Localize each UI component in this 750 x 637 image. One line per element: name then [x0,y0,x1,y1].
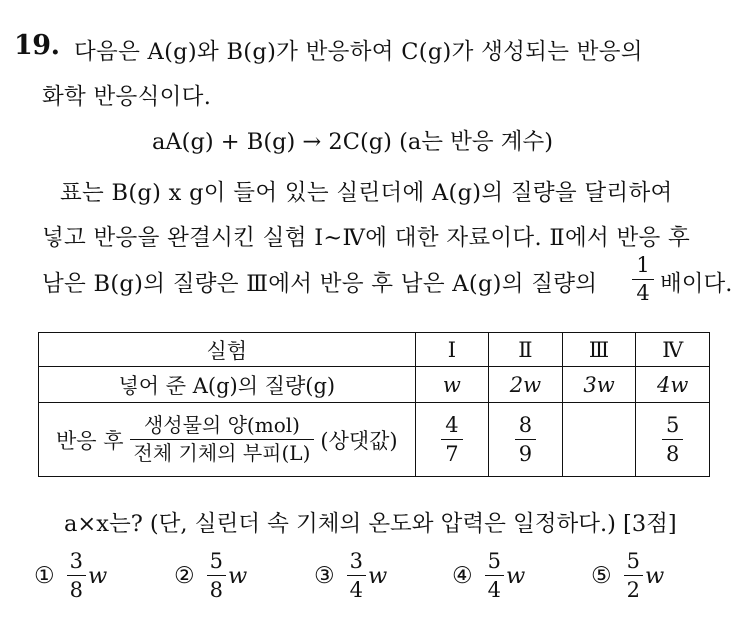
choice-1[interactable] [34,550,107,601]
choice-3-den: 4 [349,578,363,603]
choice-5[interactable] [591,550,664,601]
cell-ratio-2-num: 8 [518,412,533,437]
question-line-1: 다음은 A(g)와 B(g)가 반응하여 C(g)가 생성되는 반응의 [74,39,643,65]
ratio-numerator-label: 생성물의 양(mol) [143,413,300,437]
chemical-equation: aA(g) + B(g) → 2C(g) (a는 반응 계수) [152,129,554,155]
cell-mass-1: w [415,367,489,403]
choice-2-den: 8 [209,578,223,603]
choice-2-var: w [228,562,248,589]
choice-4-num: 5 [487,549,501,573]
column-header-3: Ⅲ [562,333,636,367]
choice-4-mark: ④ [452,562,473,589]
choice-2-mark: ② [174,562,195,589]
cell-ratio-1 [415,403,489,477]
cell-mass-3: 3w [562,367,636,403]
choice-3-mark: ③ [314,562,335,589]
cell-mass-2: 2w [489,367,563,403]
answer-choices [34,550,734,610]
cell-ratio-4-den: 8 [665,442,680,466]
table-row-ratio [39,403,710,477]
cell-ratio-3-empty [562,403,636,477]
choice-3-var: w [368,562,388,589]
choice-5-mark: ⑤ [591,562,612,589]
question-number: 19. [14,30,60,61]
row-label-mass: 넣어 준 A(g)의 질량(g) [39,367,416,403]
choice-1-mark: ① [34,562,55,589]
table-header-row [39,333,710,367]
choice-5-den: 2 [626,578,640,603]
fraction-denominator: 4 [636,281,650,305]
cell-ratio-1-den: 7 [445,442,459,466]
choice-1-den: 8 [69,578,83,603]
cell-ratio-2-den: 9 [518,442,533,466]
question-line-5-tail: 배이다. [660,271,733,297]
cell-ratio-4 [636,403,710,477]
cell-ratio-2 [489,403,563,477]
column-header-4: Ⅳ [636,333,710,367]
row-label-ratio [39,403,416,477]
choice-5-var: w [645,562,665,589]
ratio-fraction [632,255,654,304]
ratio-denominator-label: 전체 기체의 부피(L) [133,441,311,465]
question-line-4: 넣고 반응을 완결시킨 실험 Ⅰ~Ⅳ에 대한 자료이다. Ⅱ에서 반응 후 [42,225,691,251]
question-line-3: 표는 B(g) x g이 들어 있는 실린더에 A(g)의 질량을 달리하여 [60,180,673,206]
column-header-2: Ⅱ [489,333,563,367]
experiment-table [38,332,710,477]
column-header-1: Ⅰ [415,333,489,367]
choice-2[interactable] [174,550,247,601]
table-row-mass [39,367,710,403]
question-line-5: 남은 B(g)의 질량은 Ⅲ에서 반응 후 남은 A(g)의 질량의 [42,271,598,297]
row-ratio-fraction [130,414,315,465]
cell-ratio-4-num: 5 [665,412,680,437]
question-prompt: a×x는? (단, 실린더 속 기체의 온도와 압력은 일정하다.) [3점] [64,511,677,537]
choice-3-num: 3 [349,549,363,573]
choice-3[interactable] [314,550,387,601]
choice-4-den: 4 [487,578,501,603]
cell-mass-4: 4w [636,367,710,403]
choice-5-num: 5 [626,549,640,573]
choice-4-var: w [506,562,526,589]
choice-4[interactable] [452,550,525,601]
choice-2-num: 5 [209,549,223,573]
cell-ratio-1-num: 4 [445,412,459,437]
row-ratio-suffix: (상댓값) [320,428,398,453]
choice-1-num: 3 [69,549,83,573]
header-label: 실험 [39,333,416,367]
question-line-2: 화학 반응식이다. [42,84,212,110]
choice-1-var: w [88,562,108,589]
fraction-numerator: 1 [636,253,650,277]
row-ratio-prefix: 반응 후 [55,428,124,453]
